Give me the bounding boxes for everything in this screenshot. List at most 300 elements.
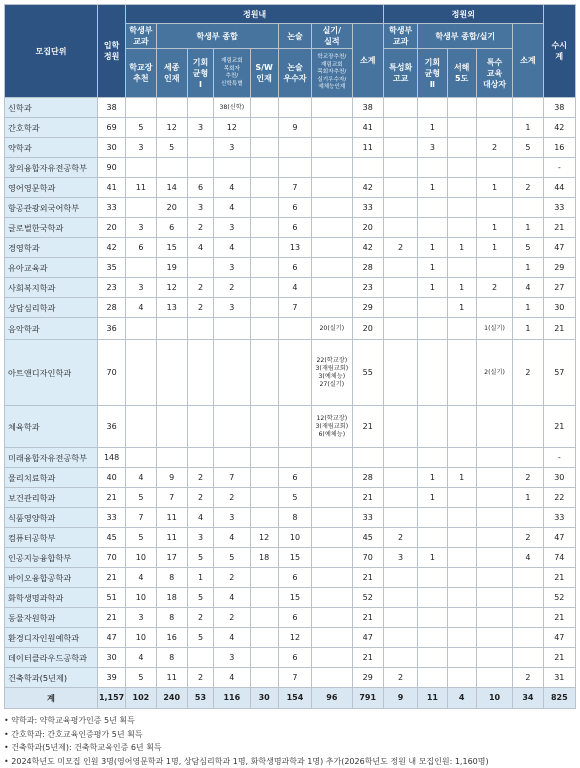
table-cell: 21: [543, 648, 575, 668]
table-row: [5, 158, 576, 178]
table-cell: 2: [187, 488, 213, 508]
row-unit-name: 환경디자인원예학과: [5, 628, 98, 648]
table-cell: [447, 118, 476, 138]
table-cell: 1: [418, 468, 447, 488]
table-cell: [312, 448, 352, 468]
table-cell: 4: [278, 278, 311, 298]
table-cell: [126, 98, 156, 118]
table-cell: [447, 608, 476, 628]
table-cell: [312, 158, 352, 178]
table-cell: 38: [352, 98, 383, 118]
table-cell: [447, 340, 476, 406]
table-cell: [383, 340, 417, 406]
total-cell: 240: [156, 688, 187, 709]
table-cell: 6: [278, 568, 311, 588]
table-cell: [312, 258, 352, 278]
table-cell: 1: [418, 548, 447, 568]
table-cell: 12: [214, 118, 250, 138]
table-cell: 2: [383, 528, 417, 548]
table-cell: [418, 298, 447, 318]
table-cell: 2: [214, 488, 250, 508]
table-cell: [447, 488, 476, 508]
table-cell: 11: [156, 668, 187, 688]
row-unit-name: 체육학과: [5, 406, 98, 448]
table-cell: [214, 318, 250, 340]
table-row: [5, 198, 576, 218]
table-cell: [447, 258, 476, 278]
admission-quota-table: [4, 4, 576, 709]
table-cell: 6: [278, 258, 311, 278]
table-cell: [187, 648, 213, 668]
table-cell: [476, 548, 512, 568]
table-cell: [476, 568, 512, 588]
table-cell: 21: [543, 218, 575, 238]
row-unit-name: 물리치료학과: [5, 468, 98, 488]
table-cell: [513, 588, 543, 608]
table-cell: [476, 448, 512, 468]
table-cell: 23: [97, 278, 125, 298]
table-cell: 12: [278, 628, 311, 648]
table-cell: 4: [187, 508, 213, 528]
table-cell: 4: [513, 278, 543, 298]
row-unit-name: 간호학과: [5, 118, 98, 138]
table-cell: 4: [214, 198, 250, 218]
table-cell: 23: [352, 278, 383, 298]
table-cell: [476, 198, 512, 218]
table-row: [5, 318, 576, 340]
total-cell: 116: [214, 688, 250, 709]
table-cell: [476, 406, 512, 448]
table-cell: 33: [352, 508, 383, 528]
table-cell: [250, 238, 278, 258]
table-cell: [383, 178, 417, 198]
table-cell: 2: [214, 608, 250, 628]
table-cell: 10: [126, 548, 156, 568]
row-unit-name: 화학생명과학과: [5, 588, 98, 608]
table-cell: 69: [97, 118, 125, 138]
table-cell: [250, 648, 278, 668]
row-unit-name: 상담심리학과: [5, 298, 98, 318]
table-cell: [312, 98, 352, 118]
header-out-comprehensive-practical: 학생부 종합/실기: [418, 24, 513, 49]
table-cell: 2: [476, 138, 512, 158]
table-cell: 4: [126, 648, 156, 668]
table-cell: 5: [187, 628, 213, 648]
table-cell: [418, 158, 447, 178]
table-cell: [187, 138, 213, 158]
table-cell: 6: [278, 198, 311, 218]
table-cell: [513, 508, 543, 528]
table-cell: 28: [97, 298, 125, 318]
table-cell: 1(실기): [476, 318, 512, 340]
header-subtotal-in: 소계: [352, 24, 383, 98]
row-unit-name: 아트앤디자인학과: [5, 340, 98, 406]
table-cell: [447, 178, 476, 198]
table-cell: 20: [156, 198, 187, 218]
table-cell: [476, 628, 512, 648]
table-cell: 33: [543, 508, 575, 528]
table-cell: [383, 198, 417, 218]
table-cell: 10: [126, 588, 156, 608]
table-cell: 74: [543, 548, 575, 568]
table-cell: 28: [352, 468, 383, 488]
table-cell: [312, 548, 352, 568]
table-cell: [312, 468, 352, 488]
table-cell: 6: [126, 238, 156, 258]
table-cell: [447, 588, 476, 608]
table-cell: 47: [543, 628, 575, 648]
total-cell: 1,157: [97, 688, 125, 709]
table-cell: 47: [543, 238, 575, 258]
table-cell: 9: [278, 118, 311, 138]
total-cell: 154: [278, 688, 311, 709]
header-total: 수시 계: [543, 5, 575, 98]
table-cell: 1: [476, 178, 512, 198]
table-cell: 21: [543, 608, 575, 628]
table-cell: 16: [156, 628, 187, 648]
table-cell: [447, 138, 476, 158]
table-cell: [383, 158, 417, 178]
table-cell: 2: [383, 238, 417, 258]
table-cell: [187, 158, 213, 178]
table-cell: [383, 508, 417, 528]
row-unit-name: 영어영문학과: [5, 178, 98, 198]
table-cell: [250, 468, 278, 488]
table-cell: 21: [97, 608, 125, 628]
table-cell: 4: [214, 588, 250, 608]
table-cell: 20: [352, 218, 383, 238]
table-cell: 12: [250, 528, 278, 548]
table-cell: [312, 238, 352, 258]
total-cell: 96: [312, 688, 352, 709]
table-cell: [476, 508, 512, 528]
table-cell: [250, 508, 278, 528]
table-cell: [312, 488, 352, 508]
total-cell: 53: [187, 688, 213, 709]
table-cell: [156, 448, 187, 468]
table-cell: 3: [126, 218, 156, 238]
table-cell: 21: [543, 406, 575, 448]
footnote-item: • 간호학과: 간호교육인증평가 5년 획득: [4, 728, 576, 742]
row-unit-name: 신학과: [5, 98, 98, 118]
table-cell: [418, 340, 447, 406]
table-cell: [418, 568, 447, 588]
table-row: [5, 648, 576, 668]
table-cell: 4: [214, 178, 250, 198]
table-cell: [476, 608, 512, 628]
table-cell: [126, 340, 156, 406]
table-cell: 44: [543, 178, 575, 198]
table-cell: [383, 318, 417, 340]
table-cell: [476, 298, 512, 318]
table-cell: [250, 448, 278, 468]
table-cell: 4: [214, 238, 250, 258]
table-cell: 8: [278, 508, 311, 528]
table-cell: 12: [156, 278, 187, 298]
table-cell: [352, 158, 383, 178]
table-cell: 2: [214, 278, 250, 298]
header-student-record-subject: 학생부 교과: [126, 24, 156, 49]
table-cell: [447, 668, 476, 688]
table-cell: 51: [97, 588, 125, 608]
table-cell: [383, 588, 417, 608]
table-cell: [476, 258, 512, 278]
table-cell: 2: [187, 468, 213, 488]
table-cell: [312, 298, 352, 318]
table-cell: 2: [187, 278, 213, 298]
table-cell: 45: [352, 528, 383, 548]
table-cell: [447, 158, 476, 178]
table-cell: 29: [352, 668, 383, 688]
table-cell: 38: [97, 98, 125, 118]
table-cell: 3: [214, 648, 250, 668]
header-in-quota: 정원내: [126, 5, 384, 24]
footnote-item: • 건축학과(5년제): 건축학교육인증 6년 획득: [4, 741, 576, 755]
table-cell: 21: [97, 568, 125, 588]
table-cell: [476, 588, 512, 608]
header-special-ed: 특수 교육 대상자: [476, 49, 512, 98]
row-unit-name: 인공지능융합학부: [5, 548, 98, 568]
table-cell: 3: [214, 138, 250, 158]
table-cell: [447, 218, 476, 238]
table-row: [5, 548, 576, 568]
table-cell: [476, 468, 512, 488]
table-cell: [156, 406, 187, 448]
table-cell: [126, 158, 156, 178]
table-cell: [476, 488, 512, 508]
table-cell: 2: [513, 468, 543, 488]
table-cell: 33: [352, 198, 383, 218]
table-cell: [278, 318, 311, 340]
table-cell: 12: [156, 118, 187, 138]
table-row: [5, 138, 576, 158]
table-cell: [214, 158, 250, 178]
table-cell: 31: [543, 668, 575, 688]
table-cell: 2: [513, 340, 543, 406]
table-cell: [513, 568, 543, 588]
table-cell: 2: [513, 178, 543, 198]
table-cell: [383, 278, 417, 298]
footnote-item: • 2024학년도 미모집 인원 3명(영어영문학과 1명, 상담심리학과 1명, 화학생명과학과 1명) 추가(2026학년도 정원 내 모집인원: 1,160명): [4, 755, 576, 768]
table-row: [5, 298, 576, 318]
table-cell: 21: [352, 608, 383, 628]
table-cell: [250, 406, 278, 448]
table-cell: [312, 668, 352, 688]
table-cell: [418, 528, 447, 548]
row-unit-name: 경영학과: [5, 238, 98, 258]
table-cell: 42: [97, 238, 125, 258]
table-cell: 1: [418, 178, 447, 198]
table-cell: 30: [543, 298, 575, 318]
table-cell: [447, 198, 476, 218]
table-cell: [126, 406, 156, 448]
table-cell: [250, 158, 278, 178]
table-cell: [383, 468, 417, 488]
table-cell: 6: [278, 468, 311, 488]
table-row: [5, 488, 576, 508]
table-cell: 38: [543, 98, 575, 118]
table-cell: 3: [187, 118, 213, 138]
table-row: [5, 668, 576, 688]
header-out-quota: 정원외: [383, 5, 543, 24]
table-cell: [513, 198, 543, 218]
table-cell: [312, 608, 352, 628]
table-cell: 1: [418, 118, 447, 138]
row-unit-name: 창의융합자유전공학부: [5, 158, 98, 178]
table-cell: 148: [97, 448, 125, 468]
table-cell: [187, 258, 213, 278]
table-cell: 7: [214, 468, 250, 488]
table-cell: [156, 98, 187, 118]
table-cell: [187, 448, 213, 468]
table-cell: 7: [126, 508, 156, 528]
table-cell: [156, 340, 187, 406]
table-cell: 3: [383, 548, 417, 568]
table-cell: [383, 448, 417, 468]
table-row: [5, 238, 576, 258]
table-cell: [447, 318, 476, 340]
table-row: [5, 218, 576, 238]
table-cell: -: [543, 448, 575, 468]
table-cell: 33: [97, 198, 125, 218]
table-cell: [312, 198, 352, 218]
table-cell: 7: [278, 668, 311, 688]
table-cell: [418, 588, 447, 608]
table-cell: 7: [156, 488, 187, 508]
table-cell: 38(신학): [214, 98, 250, 118]
table-cell: [383, 488, 417, 508]
table-cell: [250, 628, 278, 648]
table-cell: 47: [543, 528, 575, 548]
table-cell: 39: [97, 668, 125, 688]
row-unit-name: 컴퓨터공학부: [5, 528, 98, 548]
table-cell: 30: [543, 468, 575, 488]
table-cell: 1: [513, 488, 543, 508]
table-cell: [476, 118, 512, 138]
table-cell: 4: [513, 548, 543, 568]
table-cell: 3: [214, 508, 250, 528]
table-cell: -: [543, 158, 575, 178]
table-cell: [278, 138, 311, 158]
table-cell: 17: [156, 548, 187, 568]
table-cell: [250, 218, 278, 238]
total-cell: 30: [250, 688, 278, 709]
row-unit-name: 식품영양학과: [5, 508, 98, 528]
table-cell: [278, 158, 311, 178]
table-cell: [250, 138, 278, 158]
table-cell: 55: [352, 340, 383, 406]
table-cell: [250, 608, 278, 628]
table-cell: [250, 298, 278, 318]
table-cell: [447, 406, 476, 448]
table-cell: 11: [156, 528, 187, 548]
table-cell: [447, 508, 476, 528]
header-specialized-hs: 특성화 고교: [383, 49, 417, 98]
table-cell: [383, 258, 417, 278]
table-header: [5, 5, 576, 98]
table-cell: 4: [187, 238, 213, 258]
table-cell: 47: [352, 628, 383, 648]
table-cell: 57: [543, 340, 575, 406]
table-cell: 70: [97, 548, 125, 568]
table-cell: 8: [156, 648, 187, 668]
table-cell: [278, 98, 311, 118]
table-row: [5, 508, 576, 528]
table-cell: 15: [278, 588, 311, 608]
table-cell: 4: [126, 468, 156, 488]
table-cell: [513, 158, 543, 178]
table-cell: 2: [513, 528, 543, 548]
table-cell: [513, 98, 543, 118]
header-equal-opportunity-2: 기회 균형 Ⅱ: [418, 49, 447, 98]
table-cell: 2: [187, 218, 213, 238]
table-cell: [447, 568, 476, 588]
table-cell: 21: [352, 568, 383, 588]
table-cell: 6: [187, 178, 213, 198]
footnote-item: • 약학과: 약학교육평가인증 5년 획득: [4, 714, 576, 728]
table-row: [5, 448, 576, 468]
table-cell: 5: [126, 528, 156, 548]
table-cell: 5: [513, 238, 543, 258]
table-cell: [187, 98, 213, 118]
table-cell: 47: [97, 628, 125, 648]
table-cell: [312, 218, 352, 238]
table-row: [5, 628, 576, 648]
table-cell: [126, 258, 156, 278]
row-unit-name: 유아교육과: [5, 258, 98, 278]
table-cell: [126, 198, 156, 218]
table-cell: 7: [278, 178, 311, 198]
total-cell: 10: [476, 688, 512, 709]
table-cell: 30: [97, 138, 125, 158]
table-cell: 21: [543, 568, 575, 588]
table-cell: 42: [543, 118, 575, 138]
table-cell: 1: [447, 468, 476, 488]
table-cell: 42: [352, 178, 383, 198]
table-cell: [126, 318, 156, 340]
table-cell: 2: [214, 568, 250, 588]
header-equal-opportunity-1: 기회 균형 Ⅰ: [187, 49, 213, 98]
table-cell: 52: [543, 588, 575, 608]
table-cell: [187, 406, 213, 448]
table-cell: 4: [214, 528, 250, 548]
table-cell: 22(학교장) 3(재림교회) 3(예체능) 27(실기): [312, 340, 352, 406]
table-cell: [418, 406, 447, 448]
table-cell: [476, 648, 512, 668]
table-cell: [312, 628, 352, 648]
table-cell: 4: [126, 568, 156, 588]
table-cell: [513, 608, 543, 628]
table-cell: [383, 648, 417, 668]
table-cell: 21: [97, 488, 125, 508]
table-cell: [312, 568, 352, 588]
table-row: [5, 178, 576, 198]
table-cell: 28: [352, 258, 383, 278]
table-cell: 5: [126, 488, 156, 508]
table-cell: 5: [278, 488, 311, 508]
table-cell: 52: [352, 588, 383, 608]
table-row: [5, 608, 576, 628]
row-unit-name: 데이터클라우드공학과: [5, 648, 98, 668]
table-cell: 15: [156, 238, 187, 258]
table-cell: 10: [126, 628, 156, 648]
table-cell: [513, 448, 543, 468]
table-cell: [187, 340, 213, 406]
table-cell: 2: [476, 278, 512, 298]
table-cell: 40: [97, 468, 125, 488]
header-sw-talent: S/W 인재: [250, 49, 278, 98]
table-cell: 19: [156, 258, 187, 278]
